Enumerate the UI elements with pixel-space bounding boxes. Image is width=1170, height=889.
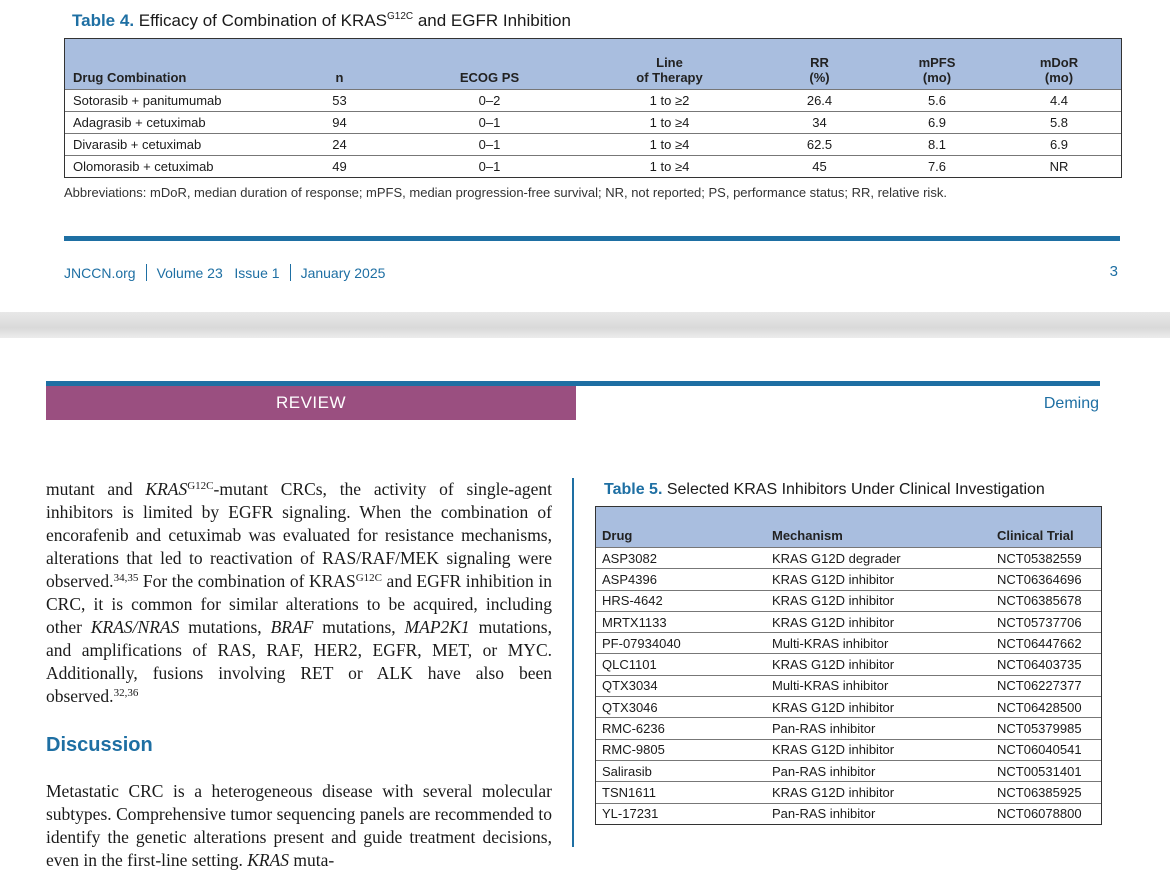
table-cell: 6.9: [877, 112, 997, 134]
table5-label: Table 5.: [604, 481, 663, 498]
table-cell: PF-07934040: [596, 633, 766, 654]
table5-col-drug: Drug: [602, 528, 633, 543]
discussion-text: [46, 762, 552, 889]
table-cell: TSN1611: [596, 782, 766, 803]
table-cell: NCT06385678: [991, 590, 1101, 611]
table-cell: Pan-RAS inhibitor: [766, 718, 991, 739]
table-cell: NCT06447662: [991, 633, 1101, 654]
table-cell: HRS-4642: [596, 590, 766, 611]
table4-header-row: [65, 39, 1121, 90]
table-cell: NR: [997, 156, 1121, 178]
table4-col-n: n: [335, 70, 344, 85]
table4-col-mpfs: mPFS (mo): [918, 55, 956, 85]
table-cell: 45: [762, 156, 877, 178]
table-cell: RMC-9805: [596, 739, 766, 760]
table-cell: Divarasib + cetuximab: [65, 134, 277, 156]
table5-title: [604, 481, 1045, 499]
table-row: [65, 156, 1121, 178]
table-cell: 26.4: [762, 90, 877, 112]
table-row: [596, 654, 1101, 675]
discussion-heading: Discussion: [46, 734, 153, 756]
table-cell: NCT06364696: [991, 569, 1101, 590]
table-cell: YL-17231: [596, 803, 766, 824]
table-cell: NCT06385925: [991, 782, 1101, 803]
page-footer: [64, 264, 385, 281]
table4-abbreviations: Abbreviations: mDoR, median duration of response; mPFS, median progression-free survival; NR, not reported; PS, performance status; RR, relative risk.: [64, 185, 947, 200]
table5: [595, 506, 1102, 825]
table-cell: 0–1: [402, 112, 577, 134]
table-cell: NCT06403735: [991, 654, 1101, 675]
table-cell: KRAS G12D degrader: [766, 548, 991, 569]
table-cell: 0–1: [402, 156, 577, 178]
footer-volume: Volume 23: [156, 265, 223, 281]
table5-col-mechanism: Mechanism: [772, 528, 843, 543]
table-cell: 24: [277, 134, 402, 156]
table-cell: ASP4396: [596, 569, 766, 590]
table-cell: 5.6: [877, 90, 997, 112]
table-cell: 6.9: [997, 134, 1121, 156]
paragraph: mutant and $KRAS^{G12C}$-mutant CRCs, the activity of single-agent inhibitors is limited by EGFR signaling. When the combination of encorafenib and cetuximab was evaluated for resistance mechanisms, alterations that led to reactivation of RAS/RAF/MEK signaling were observed.$^{34,35}$ For the combination of $KRAS^{G12C}$ and EGFR inhibition in CRC, it is common for similar alterations to be acquired, including other KRAS/NRAS mutations, BRAF mutations, MAP2K1 mutations, and amplifications of RAS, RAF, HER2, EGFR, MET, or MYC. Additionally, fusions involving RET or ALK have also been observed.$^{32,36}$: [46, 479, 552, 706]
table-row: [65, 134, 1121, 156]
table-cell: MRTX1133: [596, 611, 766, 632]
table-cell: Salirasib: [596, 760, 766, 781]
table-cell: 34: [762, 112, 877, 134]
table-cell: NCT05737706: [991, 611, 1101, 632]
table-cell: KRAS G12D inhibitor: [766, 697, 991, 718]
section-banner: REVIEW: [46, 386, 576, 420]
table4-col-drug: Drug Combination: [73, 70, 187, 85]
table-cell: KRAS G12D inhibitor: [766, 590, 991, 611]
table4-label: Table 4.: [72, 11, 135, 30]
table4-title-pre: Efficacy of Combination of KRAS: [138, 11, 387, 30]
table-cell: KRAS G12D inhibitor: [766, 569, 991, 590]
table-row: [596, 569, 1101, 590]
table4-title-sup: G12C: [386, 11, 414, 22]
table-row: [596, 782, 1101, 803]
table4: [64, 38, 1122, 178]
table-cell: KRAS G12D inhibitor: [766, 611, 991, 632]
table-cell: 1 to ≥4: [577, 134, 762, 156]
table-cell: 53: [277, 90, 402, 112]
table-cell: 94: [277, 112, 402, 134]
table-cell: NCT06040541: [991, 739, 1101, 760]
table4-col-line: Line of Therapy: [636, 55, 703, 85]
table-row: [596, 760, 1101, 781]
table5-title-text: Selected KRAS Inhibitors Under Clinical Investigation: [666, 481, 1045, 498]
table5-col-trial: Clinical Trial: [997, 528, 1074, 543]
page-top: [0, 0, 1170, 312]
running-head-author: Deming: [1043, 395, 1099, 412]
table-row: [596, 548, 1101, 569]
footer-divider: [146, 264, 147, 281]
table-row: [65, 112, 1121, 134]
table-row: [596, 675, 1101, 696]
table-cell: NCT06078800: [991, 803, 1101, 824]
table-cell: Pan-RAS inhibitor: [766, 760, 991, 781]
table-row: [65, 90, 1121, 112]
table-cell: NCT00531401: [991, 760, 1101, 781]
page-number: 3: [1109, 263, 1118, 280]
table-cell: 7.6: [877, 156, 997, 178]
table-cell: NCT06428500: [991, 697, 1101, 718]
table-cell: 62.5: [762, 134, 877, 156]
table-cell: NCT06227377: [991, 675, 1101, 696]
table-cell: 4.4: [997, 90, 1121, 112]
page-gap: [0, 312, 1170, 338]
table-cell: NCT05379985: [991, 718, 1101, 739]
table-cell: KRAS G12D inhibitor: [766, 654, 991, 675]
table-cell: 8.1: [877, 134, 997, 156]
footer-divider: [290, 264, 291, 281]
table4-col-ecog: ECOG PS: [459, 70, 520, 85]
table-cell: 1 to ≥4: [577, 156, 762, 178]
table-row: [596, 803, 1101, 824]
table-cell: KRAS G12D inhibitor: [766, 782, 991, 803]
table4-col-mdor: mDoR (mo): [1039, 55, 1079, 85]
footer-date: January 2025: [300, 265, 386, 281]
table-cell: 1 to ≥2: [577, 90, 762, 112]
table-row: [596, 633, 1101, 654]
body-text: [46, 478, 552, 708]
table-cell: 0–2: [402, 90, 577, 112]
table-cell: Multi-KRAS inhibitor: [766, 633, 991, 654]
table-cell: 1 to ≥4: [577, 112, 762, 134]
table5-header-row: [596, 507, 1101, 548]
table-cell: KRAS G12D inhibitor: [766, 739, 991, 760]
table-cell: ASP3082: [596, 548, 766, 569]
table-cell: 5.8: [997, 112, 1121, 134]
table-row: [596, 739, 1101, 760]
table-cell: QLC1101: [596, 654, 766, 675]
table-row: [596, 718, 1101, 739]
page-bottom: [0, 338, 1170, 870]
table-cell: 49: [277, 156, 402, 178]
table-cell: 0–1: [402, 134, 577, 156]
table-cell: NCT05382559: [991, 548, 1101, 569]
table-row: [596, 590, 1101, 611]
table-cell: QTX3046: [596, 697, 766, 718]
footer-issue: Issue 1: [234, 265, 280, 281]
footer-rule: [64, 236, 1120, 241]
table4-title: [72, 11, 571, 31]
footer-site-link[interactable]: JNCCN.org: [64, 265, 136, 281]
table-row: [596, 611, 1101, 632]
table-cell: Sotorasib + panitumumab: [65, 90, 277, 112]
table-row: [596, 697, 1101, 718]
table4-col-rr: RR (%): [809, 55, 830, 85]
table-cell: QTX3034: [596, 675, 766, 696]
table-cell: Pan-RAS inhibitor: [766, 803, 991, 824]
column-divider: [572, 478, 574, 847]
table-cell: Olomorasib + cetuximab: [65, 156, 277, 178]
paragraph: Metastatic CRC is a heterogeneous disease with several molecular subtypes. Comprehensive tumor sequencing panels are recommended to identify the genetic alterations present and guide treatment decisions, even in the first-line setting. KRAS muta-: [46, 780, 552, 870]
table-cell: Multi-KRAS inhibitor: [766, 675, 991, 696]
table-cell: Adagrasib + cetuximab: [65, 112, 277, 134]
table4-title-post: and EGFR Inhibition: [417, 11, 571, 30]
table-cell: RMC-6236: [596, 718, 766, 739]
